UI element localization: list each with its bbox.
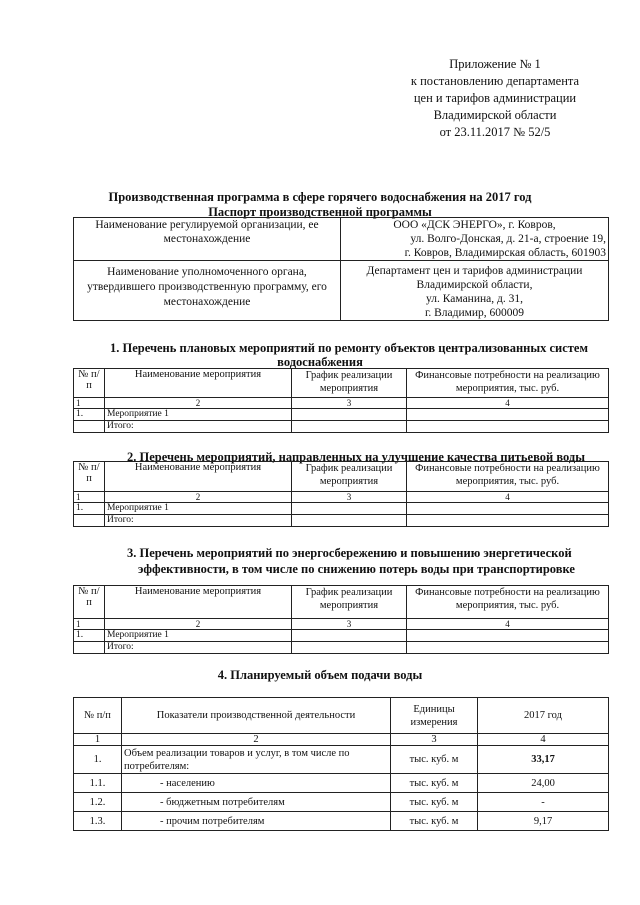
col-schedule-header: График реализации мероприятия [292,369,407,398]
col-index: 1 [74,734,122,746]
org-value-line: ООО «ДСК ЭНЕРГО», г. Ковров, [393,219,556,231]
passport-table [73,217,609,321]
appendix-line: Владимирской области [433,108,557,122]
section3-title-cont: эффективности, в том числе по снижению потерь воды при транспортировке [138,562,575,576]
col-index: 4 [407,398,609,409]
row-value: 24,00 [478,774,609,793]
col-finance-header: Финансовые потребности на реализацию мероприятия, тыс. руб. [407,462,609,492]
authority-value [341,261,609,321]
col-name-header: Наименование мероприятия [105,586,292,619]
col-name-header: Наименование мероприятия [105,462,292,492]
col-index: 4 [478,734,609,746]
passport-title: Паспорт производственной программы [208,205,432,219]
empty-cell [74,515,105,527]
col-index: 3 [391,734,478,746]
row-indicator: - бюджетным потребителям [122,793,391,812]
row-indicator: - прочим потребителям [122,812,391,831]
col-index: 3 [292,492,407,503]
row-name: Мероприятие 1 [105,503,292,515]
row-value: 9,17 [478,812,609,831]
appendix-header [380,56,610,141]
empty-cell [407,642,609,654]
row-value: 33,17 [478,746,609,774]
document-title: Производственная программа в сфере горячего водоснабжения на 2017 год [108,190,532,204]
col-index: 1 [74,492,105,503]
col-index: 3 [292,398,407,409]
col-index: 2 [105,492,292,503]
empty-cell [407,503,609,515]
appendix-line: Приложение № 1 [449,57,541,71]
empty-cell [292,421,407,433]
row-num: 1. [74,630,105,642]
col-index: 2 [105,398,292,409]
col-index: 3 [292,619,407,630]
empty-cell [292,642,407,654]
table-row [74,793,609,812]
row-num: 1. [74,503,105,515]
row-value: - [478,793,609,812]
empty-cell [74,642,105,654]
authority-label: Наименование уполномоченного органа, утвердившего производственную программу, его местонахождение [74,261,341,321]
col-schedule-header: График реализации мероприятия [292,462,407,492]
row-indicator: Объем реализации товаров и услуг, в том числе по потребителям: [122,746,391,774]
row-num: 1.3. [74,812,122,831]
row-num: 1. [74,409,105,421]
section1-table [73,368,609,433]
col-index: 1 [74,619,105,630]
empty-cell [407,409,609,421]
col-year-header: 2017 год [478,698,609,734]
col-index: 4 [407,492,609,503]
appendix-line: от 23.11.2017 № 52/5 [439,125,551,139]
total-label: Итого: [105,642,292,654]
authority-value-line: г. Владимир, 600009 [424,307,525,319]
col-num-header: № п/п [74,586,105,619]
section1-title: 1. Перечень плановых мероприятий по ремонту объектов централизованных систем [110,341,588,355]
row-name: Мероприятие 1 [105,409,292,421]
empty-cell [292,515,407,527]
org-value-line: ул. Волго-Донская, д. 21-а, строение 19, [410,233,606,245]
col-finance-header: Финансовые потребности на реализацию мероприятия, тыс. руб. [407,586,609,619]
row-num: 1.2. [74,793,122,812]
org-value [341,218,609,261]
col-num-header: № п/п [74,462,105,492]
col-index: 2 [122,734,391,746]
table-row [74,774,609,793]
col-num-header: № п/п [74,369,105,398]
col-index: 4 [407,619,609,630]
col-units-header: Единицы измерения [391,698,478,734]
col-index: 1 [74,398,105,409]
row-indicator: - населению [122,774,391,793]
table-row [74,746,609,774]
authority-value-line: ул. Каманина, д. 31, [426,293,523,305]
row-num: 1.1. [74,774,122,793]
empty-cell [292,503,407,515]
authority-value-line: Департамент цен и тарифов администрации [366,265,583,277]
section2-table [73,461,609,527]
col-finance-header: Финансовые потребности на реализацию мероприятия, тыс. руб. [407,369,609,398]
authority-value-line: Владимирской области, [416,279,533,291]
col-num-header: № п/п [74,698,122,734]
total-label: Итого: [105,421,292,433]
col-indicator-header: Показатели производственной деятельности [122,698,391,734]
col-index: 2 [105,619,292,630]
row-unit: тыс. куб. м [391,774,478,793]
table-row [74,812,609,831]
empty-cell [292,630,407,642]
empty-cell [407,630,609,642]
row-num: 1. [74,746,122,774]
section4-table [73,697,609,831]
org-value-line: г. Ковров, Владимирская область, 601903 [404,247,606,259]
section2-title: 2. Перечень мероприятий, направленных на улучшение качества питьевой воды [127,450,585,464]
empty-cell [74,421,105,433]
col-schedule-header: График реализации мероприятия [292,586,407,619]
section3-table [73,585,609,654]
col-name-header: Наименование мероприятия [105,369,292,398]
row-name: Мероприятие 1 [105,630,292,642]
row-unit: тыс. куб. м [391,812,478,831]
empty-cell [292,409,407,421]
row-unit: тыс. куб. м [391,746,478,774]
section3-title: 3. Перечень мероприятий по энергосбережению и повышению энергетической [127,546,572,560]
total-label: Итого: [105,515,292,527]
section1-title-cont: водоснабжения [277,355,363,369]
section4-title: 4. Планируемый объем подачи воды [217,668,423,682]
empty-cell [407,421,609,433]
appendix-line: к постановлению департамента [410,74,580,88]
appendix-line: цен и тарифов администрации [413,91,577,105]
empty-cell [407,515,609,527]
org-label: Наименование регулируемой организации, ее местонахождение [74,218,341,261]
row-unit: тыс. куб. м [391,793,478,812]
